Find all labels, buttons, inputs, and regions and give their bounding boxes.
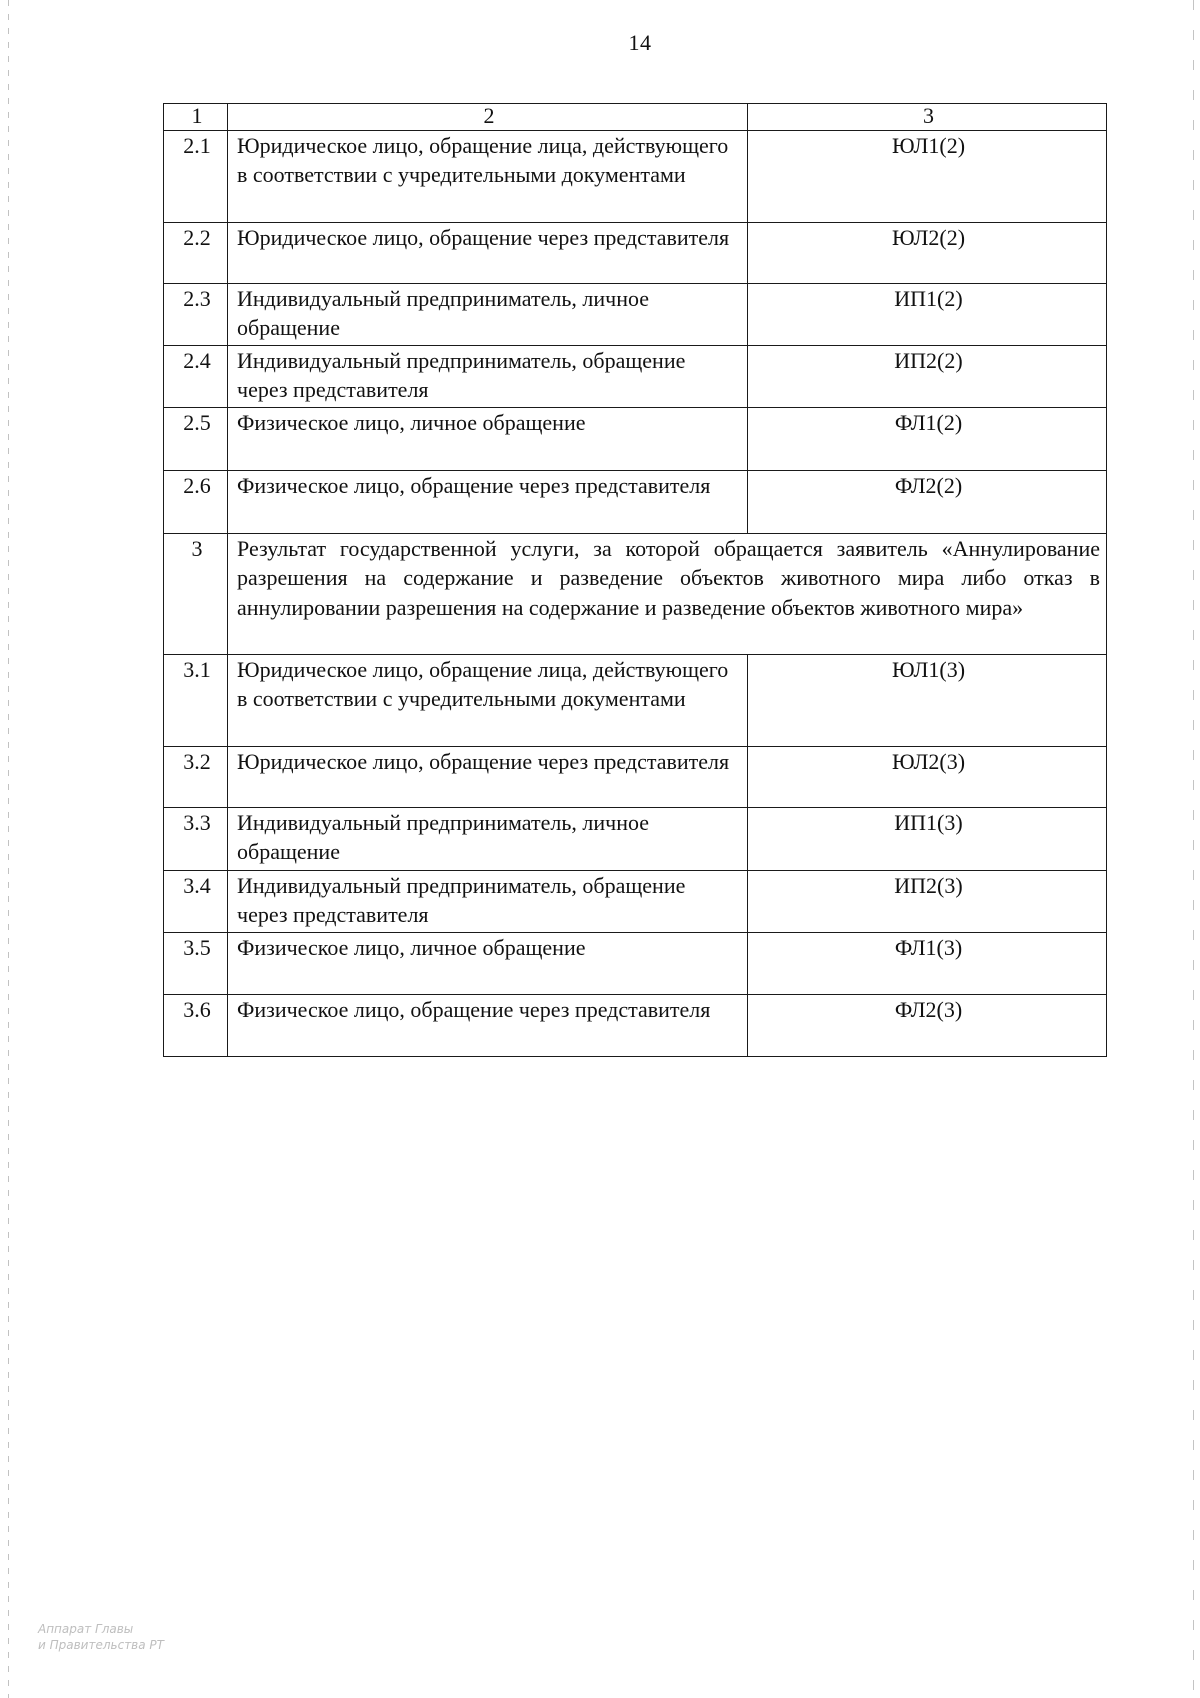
- stamp-line-2: и Правительства РТ: [38, 1637, 164, 1652]
- table-row: [164, 655, 1107, 747]
- row-code: ЮЛ1(3): [748, 655, 1107, 747]
- row-number: 3.5: [164, 933, 228, 995]
- page-number: 14: [628, 30, 652, 55]
- row-code: ИП2(3): [748, 871, 1107, 933]
- row-number: 2.2: [164, 223, 228, 284]
- row-number: 2.4: [164, 346, 228, 408]
- row-number: 3.6: [164, 995, 228, 1057]
- table-row: [164, 346, 1107, 408]
- section-description: Результат государственной услуги, за которой обращается заявитель «Аннулирование разрешения на содержание и разведение объектов животного мира либо отказ в аннулировании разрешения на содержание и разведение объектов животного мира»: [228, 534, 1107, 655]
- row-number: 3.4: [164, 871, 228, 933]
- row-number: 3.1: [164, 655, 228, 747]
- scan-edge-left: [8, 0, 9, 1698]
- scan-edge-right: [1193, 0, 1194, 1698]
- row-number: 3.2: [164, 747, 228, 808]
- row-number: 2.5: [164, 408, 228, 471]
- row-number: 2.6: [164, 471, 228, 534]
- table-row: [164, 223, 1107, 284]
- table-row: [164, 284, 1107, 346]
- section-number: 3: [164, 534, 228, 655]
- row-description: Юридическое лицо, обращение через представителя: [228, 747, 748, 808]
- row-description: Физическое лицо, обращение через представителя: [228, 471, 748, 534]
- table-header-row: [164, 104, 1107, 131]
- faded-stamp: [38, 1622, 218, 1653]
- row-description: Физическое лицо, личное обращение: [228, 408, 748, 471]
- row-code: ФЛ2(2): [748, 471, 1107, 534]
- row-description: Физическое лицо, обращение через представителя: [228, 995, 748, 1057]
- row-description: Юридическое лицо, обращение лица, действующего в соответствии с учредительными документами: [228, 131, 748, 223]
- row-code: ИП1(2): [748, 284, 1107, 346]
- row-description: Юридическое лицо, обращение через представителя: [228, 223, 748, 284]
- table-row: [164, 131, 1107, 223]
- row-number: 2.1: [164, 131, 228, 223]
- row-number: 2.3: [164, 284, 228, 346]
- row-code: ИП1(3): [748, 808, 1107, 871]
- section-row: [164, 534, 1107, 655]
- row-description: Юридическое лицо, обращение лица, действующего в соответствии с учредительными документами: [228, 655, 748, 747]
- row-code: ФЛ2(3): [748, 995, 1107, 1057]
- row-code: ФЛ1(2): [748, 408, 1107, 471]
- table-row: [164, 871, 1107, 933]
- row-code: ЮЛ2(2): [748, 223, 1107, 284]
- table-row: [164, 408, 1107, 471]
- table-row: [164, 933, 1107, 995]
- table-row: [164, 995, 1107, 1057]
- row-code: ФЛ1(3): [748, 933, 1107, 995]
- row-description: Индивидуальный предприниматель, обращение через представителя: [228, 346, 748, 408]
- row-code: ЮЛ2(3): [748, 747, 1107, 808]
- stamp-line-1: Аппарат Главы: [38, 1622, 134, 1636]
- table-row: [164, 808, 1107, 871]
- row-description: Физическое лицо, личное обращение: [228, 933, 748, 995]
- header-col-2: 2: [228, 104, 748, 131]
- header-col-1: 1: [164, 104, 228, 131]
- row-number: 3.3: [164, 808, 228, 871]
- header-col-3: 3: [748, 104, 1107, 131]
- row-description: Индивидуальный предприниматель, личное обращение: [228, 284, 748, 346]
- row-code: ИП2(2): [748, 346, 1107, 408]
- table-row: [164, 747, 1107, 808]
- applicant-category-table: [163, 103, 1107, 1057]
- row-description: Индивидуальный предприниматель, личное обращение: [228, 808, 748, 871]
- row-description: Индивидуальный предприниматель, обращение через представителя: [228, 871, 748, 933]
- table-row: [164, 471, 1107, 534]
- row-code: ЮЛ1(2): [748, 131, 1107, 223]
